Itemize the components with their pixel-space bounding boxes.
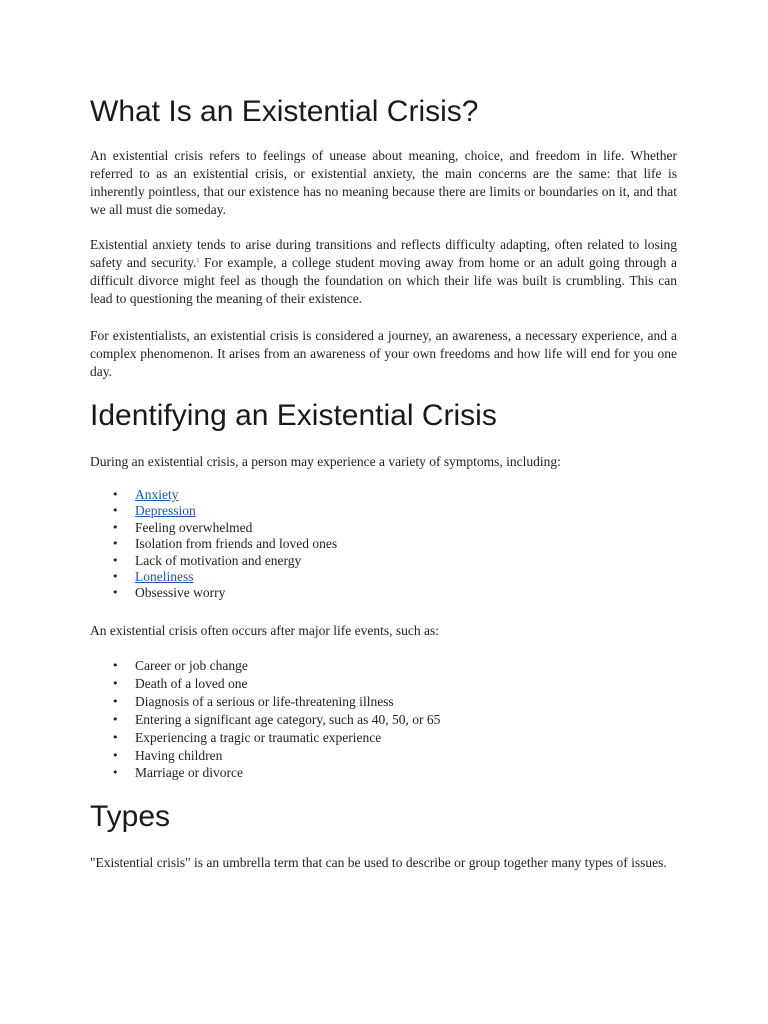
symptoms-intro: During an existential crisis, a person may experience a variety of symptoms, including: [90, 454, 561, 469]
list-item [90, 569, 650, 585]
section-heading-identifying: Identifying an Existential Crisis [90, 399, 497, 432]
list-item: • Feeling overwhelmed [90, 520, 650, 536]
events-intro: An existential crisis often occurs after major life events, such as: [90, 623, 440, 638]
link-anxiety[interactable]: Anxiety [135, 487, 179, 502]
paragraph-text-start: Existential anxiety tends to arise during transitions and reflects difficulty adapting, often related to losing safety and security. [90, 237, 677, 270]
paragraph-existential-anxiety [90, 236, 677, 308]
list-item: • Obsessive worry [90, 585, 650, 601]
list-item: • Death of a loved one [90, 675, 650, 693]
life-events-list [90, 657, 650, 782]
list-item: • Lack of motivation and energy [90, 553, 650, 569]
list-item: • Marriage or divorce [90, 764, 650, 782]
section-heading-what-is: What Is an Existential Crisis? [90, 95, 479, 128]
section-heading-types: Types [90, 800, 171, 833]
list-item: • Diagnosis of a serious or life-threatening illness [90, 693, 650, 711]
list-item: • Having children [90, 747, 650, 765]
list-item [90, 487, 650, 503]
list-item: • Isolation from friends and loved ones [90, 536, 650, 552]
footnote-reference[interactable]: 1 [196, 258, 200, 264]
paragraph-existentialists: For existentialists, an existential crisis is considered a journey, an awareness, a necessary experience, and a complex phenomenon. It arises from an awareness of your own freedoms and how life will end for you one day. [90, 328, 677, 379]
symptoms-list [90, 487, 650, 602]
link-loneliness[interactable]: Loneliness [135, 569, 194, 585]
list-item: • Experiencing a tragic or traumatic experience [90, 729, 650, 747]
paragraph-definition: An existential crisis refers to feelings of unease about meaning, choice, and freedom in life. Whether referred to as an existential crisis, or existential anxiety, the main concerns are the same: that life is inherently pointless, that our existence has no meaning because there are limits or boundaries on it, and that we all must die someday. [90, 148, 677, 217]
link-depression[interactable]: Depression [135, 503, 196, 519]
list-item [90, 503, 650, 519]
list-item: • Entering a significant age category, such as 40, 50, or 65 [90, 711, 650, 729]
paragraph-types: "Existential crisis" is an umbrella term that can be used to describe or group together many types of issues. [90, 855, 667, 870]
paragraph-text-end: For example, a college student moving away from home or an adult going through a difficult divorce might feel as though the foundation on which their life was built is crumbling. This can lead to questioning the meaning of their existence. [90, 255, 678, 306]
list-item: • Career or job change [90, 657, 650, 675]
